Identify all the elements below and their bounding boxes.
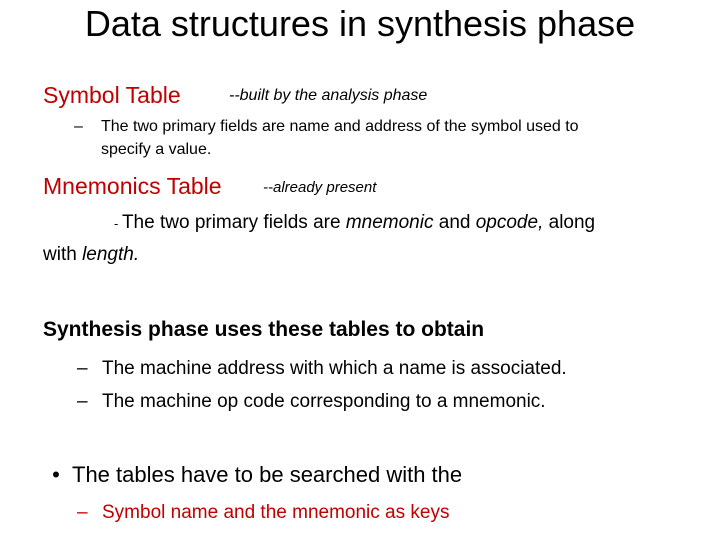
mnemonics-table-note: --already present bbox=[263, 179, 377, 196]
length-term: length. bbox=[82, 244, 140, 265]
list-item bbox=[77, 389, 546, 415]
mnemonics-detail-and: and bbox=[433, 212, 476, 233]
dash-marker: – bbox=[77, 502, 88, 523]
bullet-item bbox=[40, 460, 462, 490]
list-item-text: The machine address with which a name is associated. bbox=[102, 358, 567, 379]
mnemonics-detail-prefix: The two primary fields are bbox=[121, 212, 346, 233]
mnemonic-term: mnemonic bbox=[345, 212, 434, 233]
mnemonics-detail-with: with bbox=[43, 244, 83, 265]
keys-item bbox=[77, 500, 449, 526]
mnemonics-table-heading: Mnemonics Table bbox=[43, 173, 222, 199]
list-item bbox=[77, 356, 567, 382]
dash-marker: – bbox=[74, 118, 83, 135]
synthesis-heading: Synthesis phase uses these tables to obtain bbox=[43, 318, 485, 341]
mnemonics-table-detail-line2 bbox=[43, 242, 139, 268]
list-item-text: The machine op code corresponding to a mnemonic. bbox=[102, 391, 546, 412]
keys-text: Symbol name and the mnemonic as keys bbox=[102, 502, 450, 523]
slide-title: Data structures in synthesis phase bbox=[84, 3, 636, 44]
symbol-table-detail-line1 bbox=[74, 116, 579, 138]
dash-marker: – bbox=[77, 391, 88, 412]
mnemonics-table-detail-line1 bbox=[114, 210, 595, 237]
symbol-table-detail-text: The two primary fields are name and address of the symbol used to bbox=[101, 118, 579, 135]
symbol-table-detail-line2: specify a value. bbox=[101, 141, 212, 158]
dash-marker: - bbox=[114, 216, 122, 231]
bullet-icon: • bbox=[52, 462, 60, 487]
dash-marker: – bbox=[77, 358, 88, 379]
symbol-table-heading: Symbol Table bbox=[43, 82, 181, 108]
opcode-term: opcode, bbox=[475, 212, 544, 233]
bullet-text: The tables have to be searched with the bbox=[72, 462, 463, 487]
mnemonics-detail-suffix: along bbox=[543, 212, 596, 233]
symbol-table-note: --built by the analysis phase bbox=[229, 87, 428, 104]
